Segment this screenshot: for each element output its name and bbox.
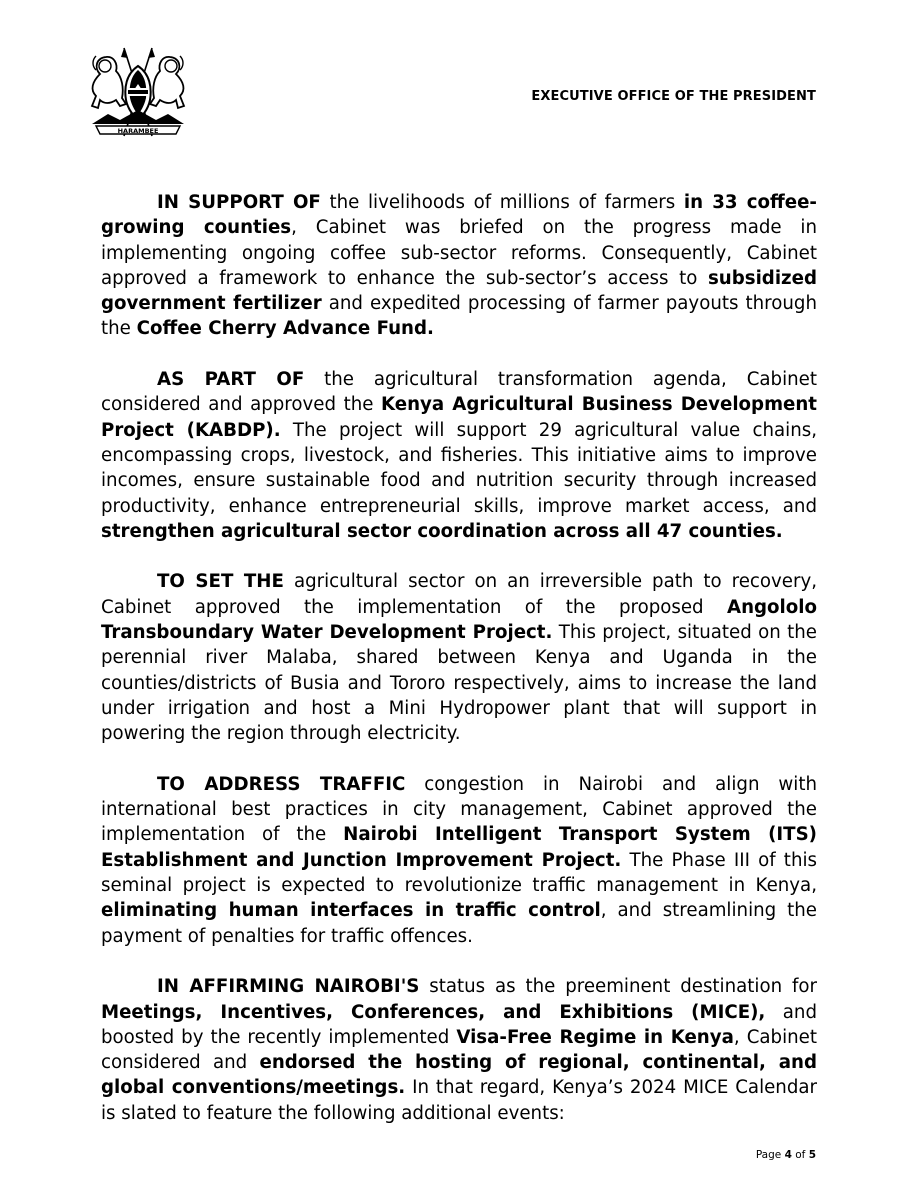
document-body (101, 190, 817, 1151)
text-run: , Cabinet considered and (101, 1026, 818, 1074)
text-run: the agricultural transformation agenda, Cabinet considered and approved the (101, 369, 817, 416)
text-run: and boosted by the recently implemented (101, 1001, 818, 1048)
text-run: and expedited processing of farmer payouts through the (101, 293, 817, 340)
bold-text-run: Kenya Agricultural Business Development Project (KABDP). (101, 394, 817, 441)
text-run: congestion in Nairobi and align with international best practices in city management, Cabinet approved the implementation of the (101, 773, 818, 846)
page-number (756, 1149, 816, 1161)
bold-text-run: AS PART OF (157, 369, 305, 391)
bold-text-run: Angololo Transboundary Water Development Project. (101, 596, 817, 644)
paragraph (101, 569, 817, 746)
text-run: , Cabinet was briefed on the progress made in implementing ongoing coffee sub-sector reforms. Consequently, Cabinet approved a framework to enhance the sub-sector’s access to (101, 217, 817, 289)
bold-text-run: strengthen agricultural sector coordination across all 47 counties. (101, 520, 783, 542)
paragraph (101, 974, 817, 1126)
text-run: the livelihoods of millions of farmers (320, 192, 684, 213)
page-number-current: 4 (784, 1149, 792, 1161)
paragraph (101, 772, 817, 949)
bold-text-run: eliminating human interfaces in traffic control (101, 900, 601, 922)
bold-text-run: Nairobi Intelligent Transport System (ITS) Establishment and Junction Improvement Project. (101, 824, 817, 871)
page-number-total: 5 (808, 1149, 816, 1161)
coat-of-arms-icon (86, 44, 190, 140)
bold-text-run: in 33 coffee-growing counties (101, 192, 817, 239)
text-run: In that regard, Kenya’s 2024 MICE Calendar is slated to feature the following additional events: (101, 1077, 818, 1124)
bold-text-run: Meetings, Incentives, Conferences, and Exhibitions (MICE), (101, 1001, 766, 1023)
bold-text-run: TO ADDRESS TRAFFIC (157, 773, 406, 795)
page-number-middle: of (791, 1149, 809, 1161)
text-run: agricultural sector on an irreversible path to recovery, Cabinet approved the implementation of the proposed (101, 571, 818, 618)
paragraph (101, 367, 817, 544)
motto-text: HARAMBEE (117, 127, 159, 135)
bold-text-run: IN SUPPORT OF (157, 192, 321, 213)
bold-text-run: endorsed the hosting of regional, continental, and global conventions/meetings. (101, 1052, 818, 1099)
page-header-title: EXECUTIVE OFFICE OF THE PRESIDENT (531, 89, 816, 104)
text-run: status as the preeminent destination for (419, 976, 817, 998)
text-run: The project will support 29 agricultural value chains, encompassing crops, livestock, and fisheries. This initiative aims to improve incomes, ensure sustainable food and nutrition security through increased productivity, enhance entrepreneurial skills, improve market access, and (101, 419, 817, 517)
bold-text-run: subsidized government fertilizer (101, 267, 817, 315)
text-run: This project, situated on the perennial river Malaba, shared between Kenya and Uganda in the counties/districts of Busia and Tororo respectively, aims to increase the land under irrigation and host a Mini Hydropower plant that will support in powering the region through electricity. (101, 622, 817, 745)
page-number-prefix: Page (755, 1149, 785, 1161)
text-run: The Phase III of this seminal project is expected to revolutionize traffic management in Kenya, (101, 849, 817, 897)
paragraph (101, 190, 817, 342)
bold-text-run: Coffee Cherry Advance Fund. (136, 318, 434, 340)
text-run: , and streamlining the payment of penalties for traffic offences. (101, 900, 817, 947)
bold-text-run: TO SET THE (157, 571, 284, 593)
bold-text-run: IN AFFIRMING NAIROBI'S (157, 976, 420, 998)
bold-text-run: Visa-Free Regime in Kenya (456, 1026, 734, 1048)
